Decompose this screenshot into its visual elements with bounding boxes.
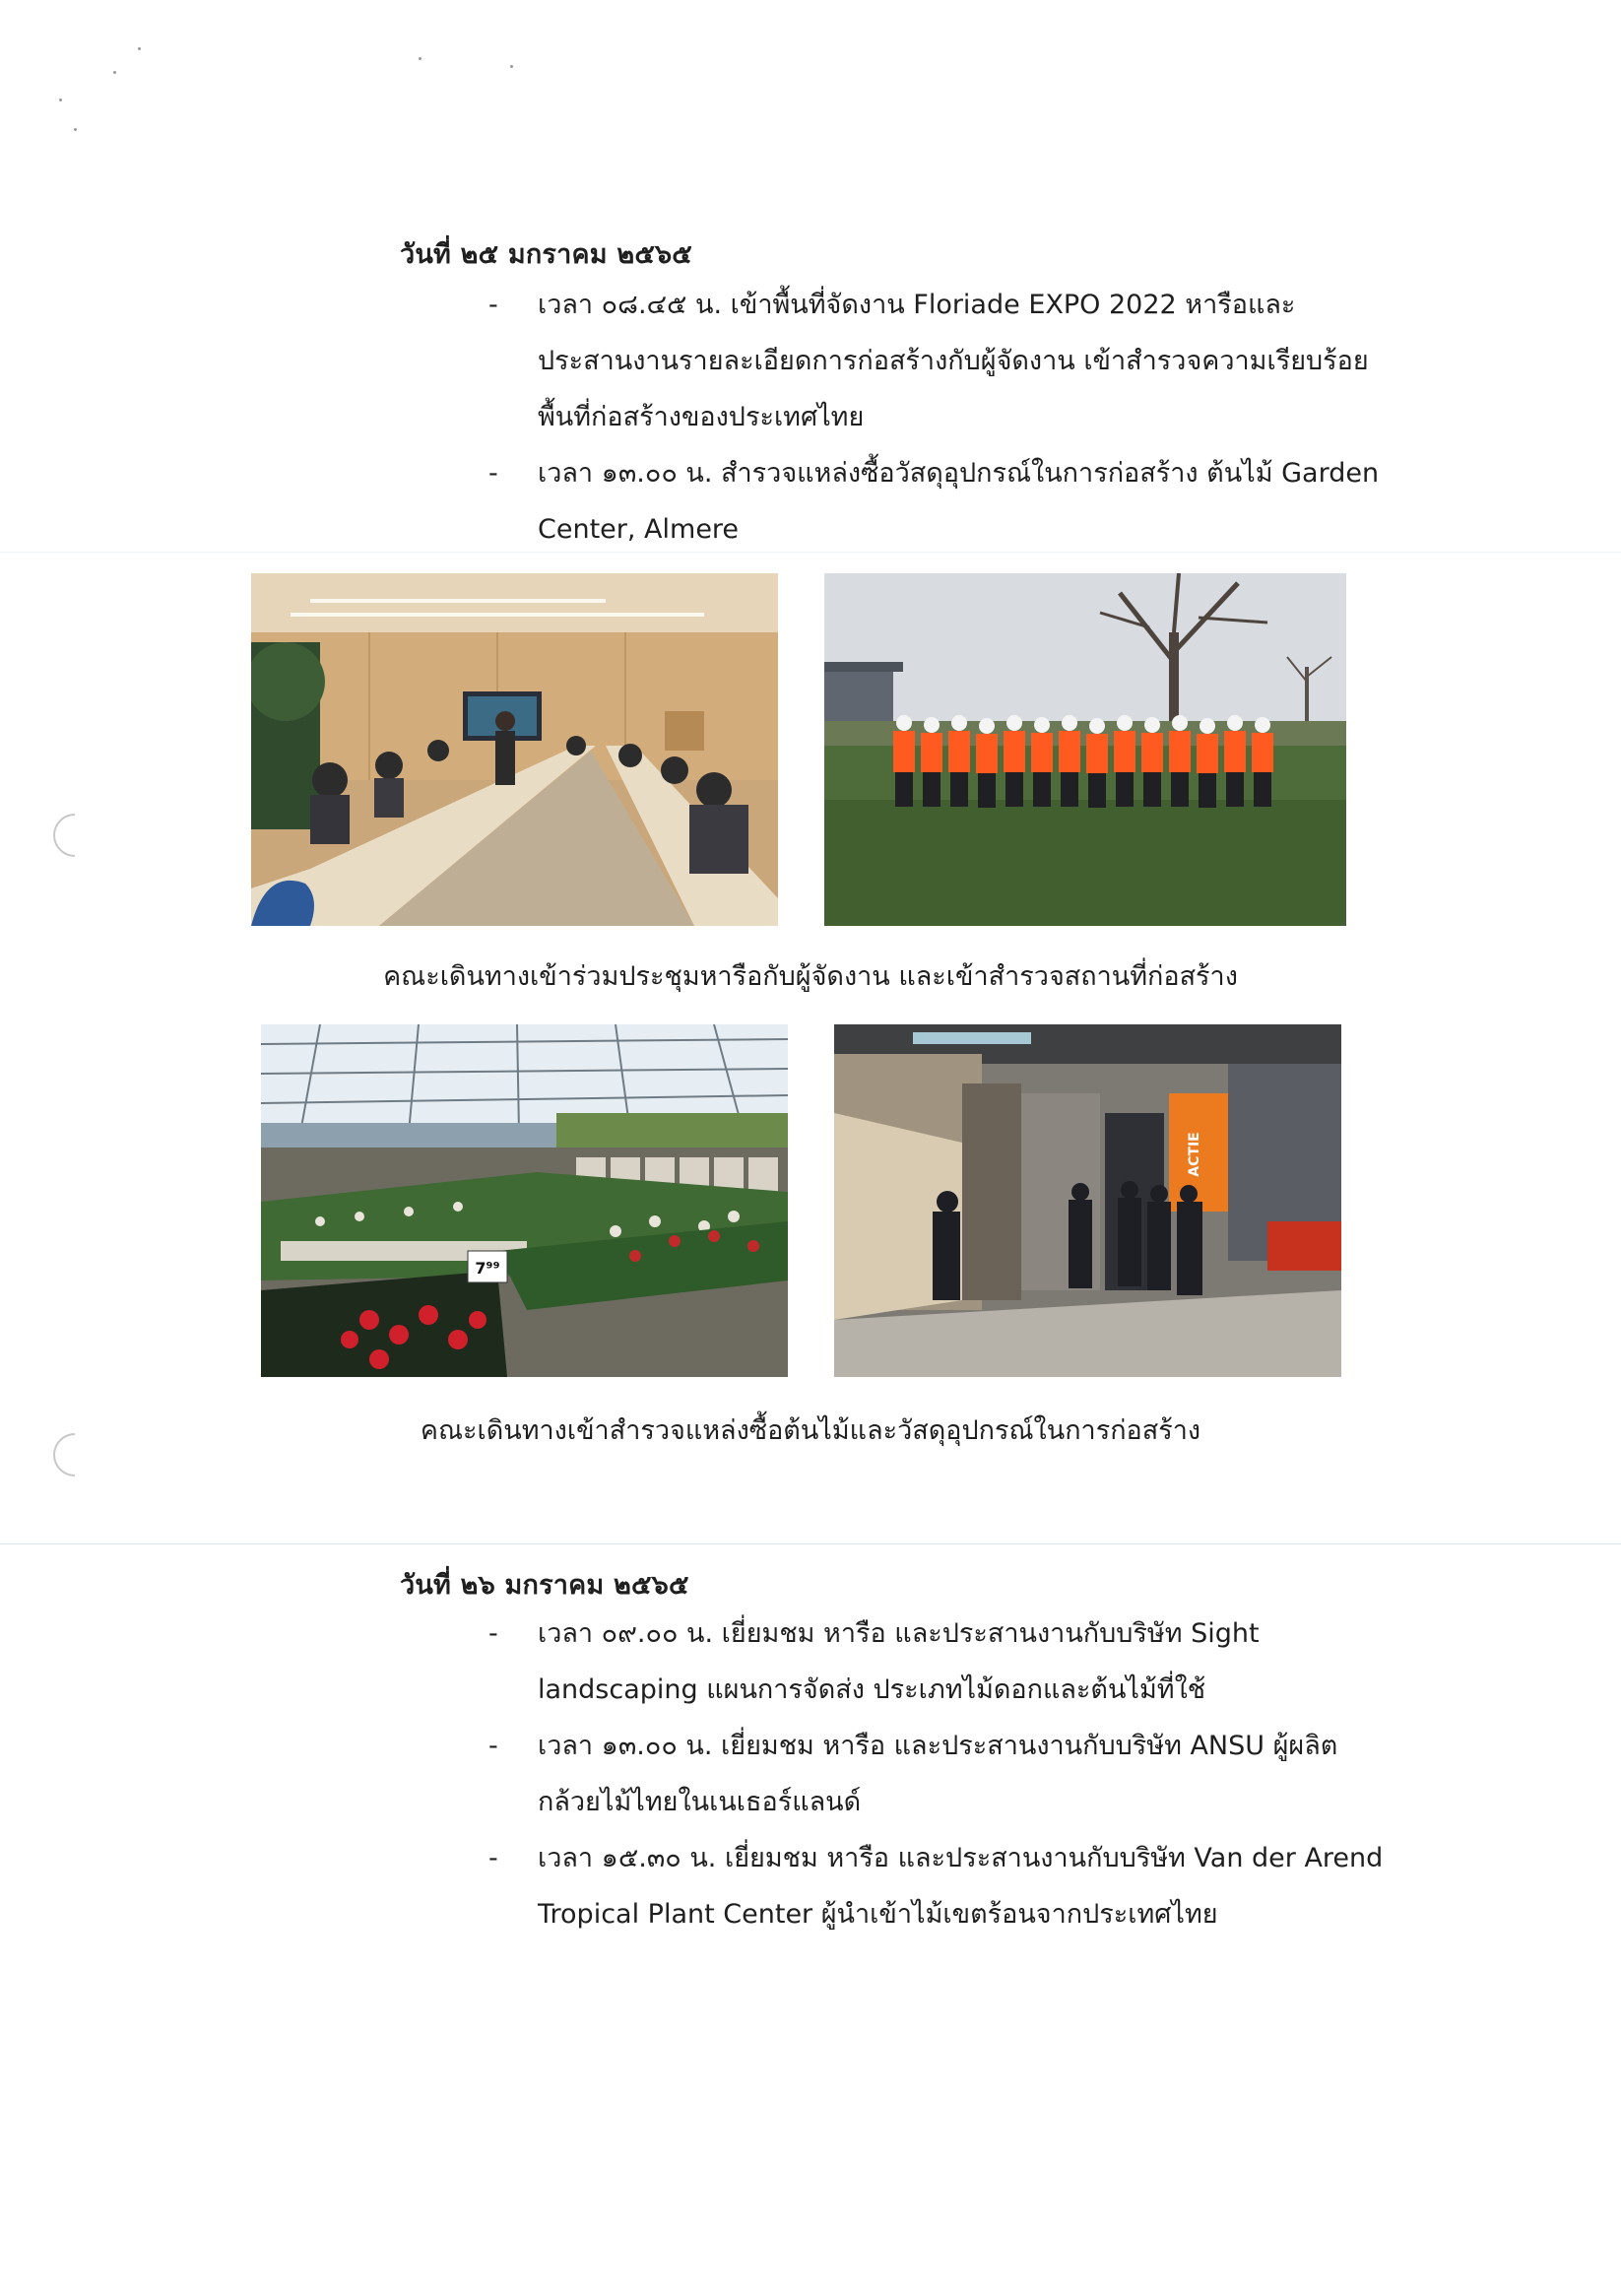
scan-speck (510, 65, 513, 68)
bullet-dash: - (488, 290, 498, 320)
photo-meeting-room (251, 573, 778, 926)
bullet-dash: - (488, 1618, 498, 1649)
scan-speck (59, 98, 62, 101)
scan-speck (74, 128, 77, 131)
bullet-line: เวลา ๑๓.๐๐ น. สำรวจแหล่งซื้อวัสดุอุปกรณ์ในการก่อสร้าง ต้นไม้ Garden (538, 458, 1380, 489)
scan-speck (138, 47, 141, 50)
scan-speck (419, 57, 421, 60)
bullet-dash: - (488, 1731, 498, 1761)
caption-meeting-and-site: คณะเดินทางเข้าร่วมประชุมหารือกับผู้จัดงาน และเข้าสำรวจสถานที่ก่อสร้าง (383, 961, 1238, 992)
bullet-line: เวลา ๑๕.๓๐ น. เยี่ยมชม หารือ และประสานงานกับบริษัท Van der Arend (538, 1843, 1384, 1873)
bullet-dash: - (488, 458, 498, 489)
day2-item-2 (488, 1718, 1394, 1830)
bullet-line: เวลา ๐๘.๔๕ น. เข้าพื้นที่จัดงาน Floriade EXPO 2022 หารือและ (538, 290, 1296, 320)
bullet-line: เวลา ๑๓.๐๐ น. เยี่ยมชม หารือ และประสานงานกับบริษัท ANSU ผู้ผลิต (538, 1731, 1338, 1761)
scan-fold-line (0, 1543, 1621, 1544)
bullet-line: landscaping แผนการจัดส่ง ประเภทไม้ดอกและต้นไม้ที่ใช้ (538, 1674, 1206, 1705)
day1-item-2 (488, 445, 1394, 558)
day1-item-1 (488, 277, 1394, 445)
photo-garden-center (261, 1024, 788, 1377)
bullet-line: พื้นที่ก่อสร้างของประเทศไทย (538, 402, 865, 432)
photo-site-survey-group (824, 573, 1346, 926)
caption-materials-survey: คณะเดินทางเข้าสำรวจแหล่งซื้อต้นไม้และวัสดุอุปกรณ์ในการก่อสร้าง (420, 1415, 1201, 1446)
day2-item-1 (488, 1606, 1394, 1718)
photo-building-materials-store (834, 1024, 1341, 1377)
day1-heading: วันที่ ๒๕ มกราคม ๒๕๖๕ (400, 239, 692, 270)
bullet-line: ประสานงานรายละเอียดการก่อสร้างกับผู้จัดงาน เข้าสำรวจความเรียบร้อย (538, 346, 1369, 376)
bullet-line: Tropical Plant Center ผู้นำเข้าไม้เขตร้อนจากประเทศไทย (538, 1899, 1218, 1930)
bullet-line: กล้วยไม้ไทยในเนเธอร์แลนด์ (538, 1787, 862, 1817)
scan-speck (113, 71, 116, 74)
punch-hole-mark (44, 805, 105, 866)
bullet-line: เวลา ๐๙.๐๐ น. เยี่ยมชม หารือ และประสานงานกับบริษัท Sight (538, 1618, 1260, 1649)
bullet-line: Center, Almere (538, 514, 740, 545)
day2-item-3 (488, 1830, 1394, 1942)
bullet-dash: - (488, 1843, 498, 1873)
actie-sign-label: ACTIE (1187, 1132, 1202, 1177)
day2-heading: วันที่ ๒๖ มกราคม ๒๕๖๕ (400, 1570, 689, 1601)
price-tag-label: 7⁹⁹ (475, 1259, 500, 1278)
